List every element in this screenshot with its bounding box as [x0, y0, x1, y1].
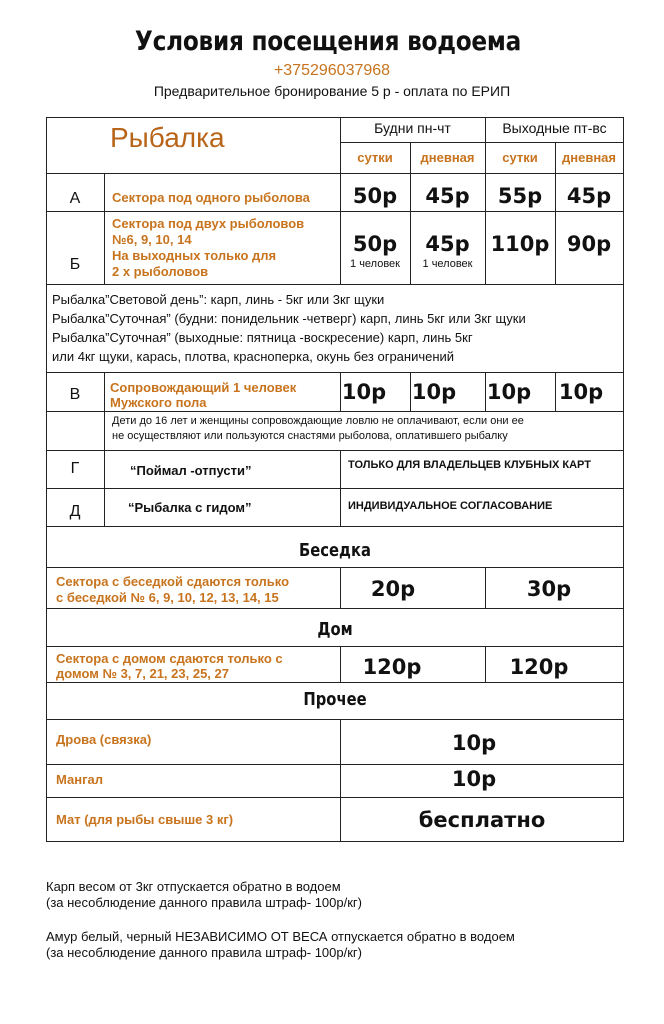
fishing-notes	[52, 290, 526, 366]
row-d-label: “Рыбалка с гидом”	[128, 500, 252, 515]
fishing-note: или 4кг щуки, карась, плотва, красноперка, окунь без ограничений	[52, 349, 455, 364]
fishing-heading: Рыбалка	[110, 122, 225, 153]
gazebo-label: Сектора с беседкой сдаются только с беседкой № 6, 9, 10, 12, 13, 14, 15	[56, 574, 290, 605]
fishing-note: Рыбалка”Суточная” (выходные: пятница -воскресение) карп, линь 5кг	[52, 330, 473, 345]
weekdays-label: Будни пн-чт	[374, 120, 451, 136]
other-item-price: бесплатно	[418, 808, 546, 832]
row-a-price-weekday-24h: 50р	[352, 184, 398, 208]
row-a-price-weekend-daytime: 45р	[566, 184, 612, 208]
row-b-sub-weekday-24h: 1 человек	[350, 258, 400, 270]
weekend-daytime-label: дневная	[562, 150, 616, 165]
weekday-24h-label: сутки	[357, 150, 393, 165]
fishing-note: Рыбалка”Световой день”: карп, линь - 5кг или 3кг щуки	[52, 292, 385, 307]
house-label: Сектора с домом сдаются только с домом № 3, 7, 21, 23, 25, 27	[56, 651, 283, 681]
row-v-price-1: 10р	[341, 380, 387, 404]
row-v-label: Сопровождающий 1 человек Мужского пола	[110, 380, 297, 410]
row-b-letter: Б	[69, 256, 81, 273]
other-item-label: Мангал	[56, 772, 103, 787]
weekday-daytime-label: дневная	[420, 150, 475, 165]
phone-number[interactable]: +375296037968	[273, 62, 391, 79]
prebooking-note: Предварительное бронирование 5 р - оплата по ЕРИП	[153, 83, 511, 99]
row-b-label: Сектора под двух рыболовов №6, 9, 10, 14 На выходных только для 2 х рыболовов	[112, 216, 305, 279]
house-heading: Дом	[317, 619, 353, 640]
fishing-note: Рыбалка”Суточная” (будни: понидельник -четверг) карп, линь 5кг или 3кг щуки	[52, 311, 526, 326]
companion-note: Дети до 16 лет и женщины сопровождающие ловлю не оплачивают, если они ее не осуществляют или пользуются снастями рыболова, оплатившего рыбалку	[112, 415, 524, 442]
row-b-price-weekday-24h: 50р	[352, 232, 398, 256]
page-title: Условия посещения водоема	[134, 26, 522, 57]
row-v-price-2: 10р	[411, 380, 457, 404]
row-d-value: ИНДИВИДУАЛЬНОЕ СОГЛАСОВАНИЕ	[348, 500, 553, 512]
gazebo-price-weekend: 30р	[526, 577, 572, 601]
row-v-price-3: 10р	[486, 380, 532, 404]
amur-rule: Амур белый, черный НЕЗАВИСИМО ОТ ВЕСА отпускается обратно в водоем (за несоблюдение данного правила штраф- 100р/кг)	[46, 929, 515, 960]
other-item-label: Мат (для рыбы свыше 3 кг)	[56, 812, 234, 827]
row-g-value: ТОЛЬКО ДЛЯ ВЛАДЕЛЬЦЕВ КЛУБНЫХ КАРТ	[348, 459, 591, 471]
row-g-letter: Г	[70, 460, 80, 477]
house-price-weekend: 120р	[509, 655, 569, 679]
row-b-price-weekend-24h: 110р	[490, 232, 550, 256]
row-v-price-4: 10р	[558, 380, 604, 404]
row-b-price-weekend-daytime: 90р	[566, 232, 612, 256]
row-d-letter: Д	[69, 503, 81, 520]
row-a-price-weekday-daytime: 45р	[425, 184, 470, 208]
row-g-label: “Поймал -отпусти”	[130, 463, 252, 478]
weekend-24h-label: сутки	[502, 150, 538, 165]
carp-rule: Карп весом от 3кг отпускается обратно в водоем (за несоблюдение данного правила штраф- 100р/кг)	[46, 879, 362, 910]
gazebo-heading: Беседка	[299, 540, 371, 561]
row-a-letter: А	[69, 190, 81, 207]
row-b-sub-weekday-daytime: 1 человек	[422, 258, 473, 270]
weekend-label: Выходные пт-вс	[502, 120, 607, 136]
other-heading: Прочее	[303, 689, 367, 710]
other-item-label: Дрова (связка)	[56, 732, 152, 747]
other-item-price: 10р	[451, 767, 497, 791]
row-v-letter: В	[69, 386, 81, 403]
row-b-price-weekday-daytime: 45р	[425, 232, 470, 256]
row-a-price-weekend-24h: 55р	[497, 184, 543, 208]
row-a-label: Сектора под одного рыболова	[112, 190, 310, 205]
gazebo-price-weekday: 20р	[370, 577, 416, 601]
house-price-weekday: 120р	[362, 655, 422, 679]
other-item-price: 10р	[451, 731, 497, 755]
